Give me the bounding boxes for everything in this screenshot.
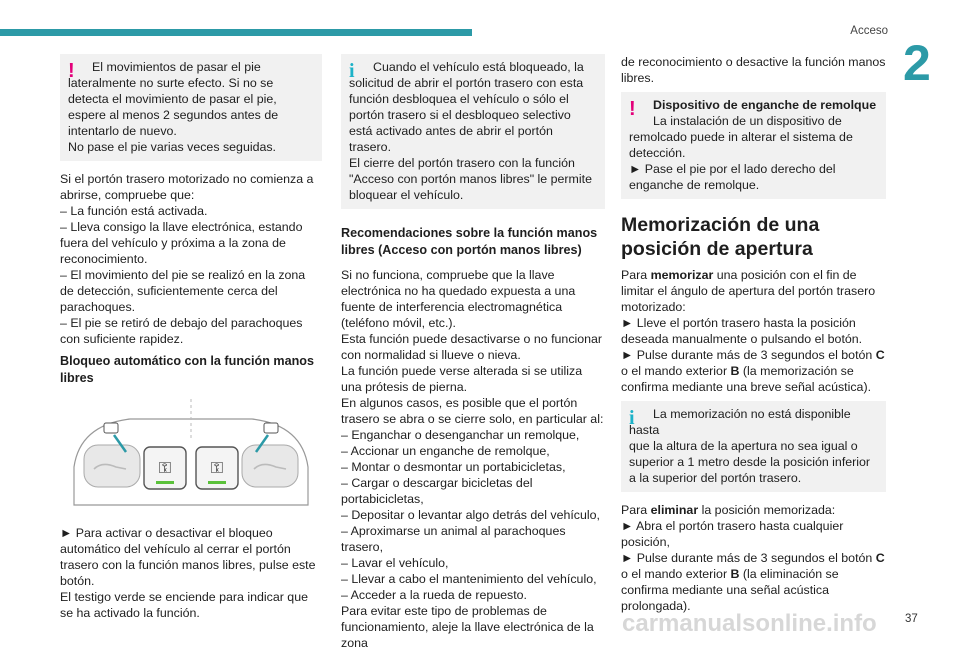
column-3 — [621, 54, 886, 620]
list-item: – Lavar el vehículo, — [341, 556, 449, 570]
paragraph: Si el portón trasero motorizado no comienza a abrirse, compruebe que: — [60, 172, 314, 202]
list-item: – Enganchar o desenganchar un remolque, — [341, 428, 580, 442]
list-item: – Aproximarse un animal al parachoques trasero, — [341, 524, 566, 554]
paragraph: Esta función puede desactivarse o no funcionar con normalidad si llueve o nieva. — [341, 332, 603, 362]
section-heading: Bloqueo automático con la función manos libres — [60, 354, 314, 385]
warning-text: ► Pase el pie por el lado derecho del enganche de remolque. — [629, 162, 836, 192]
warning-text: La instalación de un dispositivo de — [653, 114, 842, 128]
watermark: carmanualsonline.info — [622, 610, 877, 637]
info-text: solicitud de abrir el portón trasero con esta función desbloquea el vehículo o sólo el portón trasero si el desbloqueo selectivo está activado antes de abrir el portón trasero. — [349, 76, 584, 154]
list-item: – Llevar a cabo el mantenimiento del vehículo, — [341, 572, 597, 586]
list-item: – Lleva consigo la llave electrónica, estando fuera del vehículo y próxima a la zona de reconocimiento. — [60, 220, 303, 266]
step: ► Pulse durante más de 3 segundos el botón C o el mando exterior B (la eliminación se confirma mediante una señal acústica prolongada). — [621, 551, 885, 613]
paragraph: Para eliminar la posición memorizada: — [621, 503, 836, 517]
section-heading: Recomendaciones sobre la función manos libres (Acceso con portón manos libres) — [341, 226, 598, 257]
info-box — [341, 54, 605, 209]
warning-box — [60, 54, 322, 161]
paragraph: ► Para activar o desactivar el bloqueo automático del vehículo al cerrar el portón trasero con la función manos libres, pulse este botón. — [60, 526, 316, 588]
info-text: Cuando el vehículo está bloqueado, la — [373, 60, 584, 74]
list-item: – El pie se retiró de debajo del parachoques con suficiente rapidez. — [60, 316, 303, 346]
step: ► Pulse durante más de 3 segundos el botón C o el mando exterior B (la memorización se confirma mediante una breve señal acústica). — [621, 348, 885, 394]
step: ► Lleve el portón trasero hasta la posición deseada manualmente o pulsando el botón. — [621, 316, 863, 346]
paragraph: Para evitar este tipo de problemas de funcionamiento, aleje la llave electrónica de la zona — [341, 604, 594, 650]
warning-icon: ! — [68, 60, 75, 82]
warning-text: lateralmente no surte efecto. Si no se detecta el movimiento de pasar el pie, espere al menos 2 segundos antes de intentarlo de nuevo. — [68, 76, 279, 138]
list-item: – Montar o desmontar un portabicicletas, — [341, 460, 566, 474]
paragraph: de reconocimiento o desactive la función manos libres. — [621, 55, 886, 85]
paragraph: El testigo verde se enciende para indicar que se ha activado la función. — [60, 590, 308, 620]
info-box — [621, 401, 886, 492]
warning-text: El movimientos de pasar el pie — [92, 60, 261, 74]
tailgate-button-illustration — [60, 397, 322, 517]
info-text: que la altura de la apertura no sea igual o superior a 1 metro desde la posición inferior a la superior del portón trasero. — [629, 439, 871, 485]
column-2 — [341, 54, 605, 657]
warning-text: remolcado puede in alterar el sistema de detección. — [629, 130, 853, 160]
step: ► Abra el portón trasero hasta cualquier posición, — [621, 519, 844, 549]
page-number: 37 — [905, 613, 918, 625]
svg-text:⚿: ⚿ — [158, 458, 172, 477]
list-item: – La función está activada. — [60, 204, 208, 218]
section-title: Acceso — [850, 25, 888, 37]
section-title: Memorización de una posición de apertura — [621, 214, 820, 260]
paragraph: Para memorizar una posición con el fin de limitar el ángulo de apertura del portón trasero motorizado: — [621, 268, 876, 314]
svg-text:⚿: ⚿ — [210, 458, 224, 477]
info-icon: i — [629, 407, 635, 429]
list-item: – Depositar o levantar algo detrás del vehículo, — [341, 508, 600, 522]
chapter-number: 2 — [903, 35, 931, 91]
paragraph: Si no funciona, compruebe que la llave electrónica no ha quedado expuesta a una fuente de interferencia electromagnética (teléfono móvil, etc.). — [341, 268, 576, 330]
info-icon: i — [349, 60, 355, 82]
top-accent-bar — [0, 29, 472, 36]
info-text: El cierre del portón trasero con la función "Acceso con portón manos libres" le permite bloquear el vehículo. — [349, 156, 592, 202]
list-item: – El movimiento del pie se realizó en la zona de detección, suficientemente cerca del parachoques. — [60, 268, 306, 314]
warning-box — [621, 92, 886, 199]
warning-icon: ! — [629, 98, 636, 120]
list-item: – Acceder a la rueda de repuesto. — [341, 588, 527, 602]
column-1 — [60, 54, 322, 627]
list-item: – Cargar o descargar bicicletas del portabicicletas, — [341, 476, 533, 506]
warning-text: No pase el pie varias veces seguidas. — [68, 140, 277, 154]
warning-title: Dispositivo de enganche de remolque — [653, 98, 877, 112]
info-text: La memorización no está disponible hasta — [629, 407, 851, 437]
paragraph: En algunos casos, es posible que el portón trasero se abra o se cierre solo, en particular al: — [341, 396, 604, 426]
tailgate-switch-figure — [60, 397, 322, 517]
list-item: – Accionar un enganche de remolque, — [341, 444, 550, 458]
paragraph: La función puede verse alterada si se utiliza una prótesis de pierna. — [341, 364, 583, 394]
